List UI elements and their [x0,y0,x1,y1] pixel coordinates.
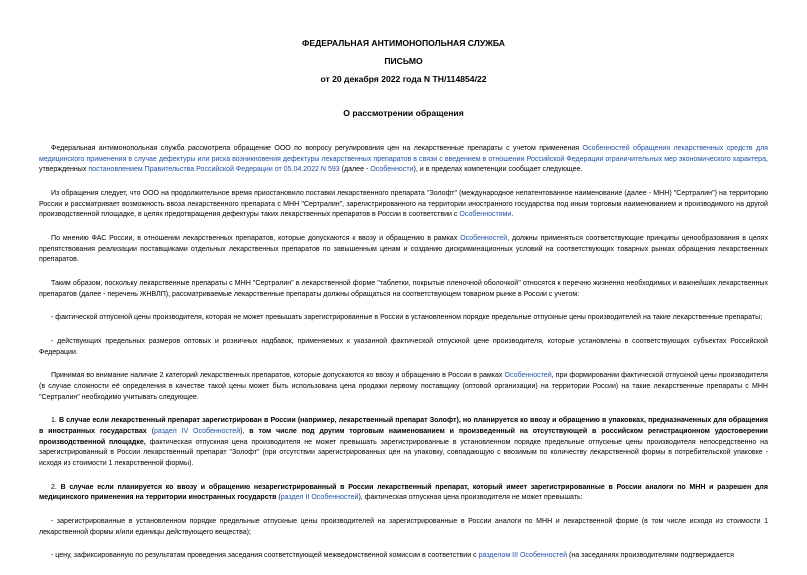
document-link[interactable]: Особенностей [460,234,508,242]
text-run: , должны применяться соответствующие принципы ценообразования в целях препятствования реализации поставщиками отдельных лекарственных препаратов по завышенным ценам и созданию дискриминационных условий на соответствующих товарных рынках обращения лекарственных препаратов. [39,234,768,264]
text-run: . [511,211,514,219]
document-subject: О рассмотрении обращения [343,108,464,118]
paragraph [39,483,768,504]
paragraph [39,279,768,300]
paragraph [39,313,768,324]
paragraph [39,337,768,358]
bold-text: в том числе под другим торговым наименованием и произведенный на отсутствующей в российском регистрационном удостоверении производственной площадке, [39,428,769,446]
document-link[interactable]: Особенностей обращения лекарственных средств для медицинского применения в случае дефектуры или риска возникновения дефектуры лекарственных препаратов в связи с введением в отношении Российской Федерации ограничительных мер экономического характера [39,145,768,163]
paragraph [39,416,768,469]
text-run: 2. [51,483,61,491]
text-run: - действующих предельных размеров оптовых и розничных надбавок, применяемых к указанной фактической отпускной цене производителя, которые установлены в соответствующих субъектах Российской Федерации. [39,338,768,356]
text-run: - фактической отпускной цены производителя, которая не может превышать зарегистрированные в России в установленном порядке предельные отпускные цены производителей на такие лекарственные препараты; [51,314,763,322]
document-body [39,144,768,575]
text-run: 1. [51,417,59,425]
document-link[interactable]: раздел II Особенностей [280,494,359,502]
text-run: - цену, зафиксированную по результатам проведения заседания соответствующей межведомственной комиссии в соответствии с [51,552,479,560]
paragraph [39,371,768,403]
text-run: ), и в пределах компетенции сообщает следующее. [413,166,583,174]
text-run: ), [240,428,250,435]
text-run: , при формировании фактической отпускной цены производителя (в случае сложности её определения в качестве такой цены может быть использована цена продажи первому поставщику (оптовой организации) на территории России) на такие лекарственные препараты с МНН "Сертралин" необходимо учитывать следующее. [39,372,768,401]
text-run: Принимая во внимание наличие 2 категорий лекарственных препаратов, которые допускаются ко ввозу и обращению в России в рамках [51,372,505,380]
document-link[interactable]: раздел IV Особенностей [153,428,241,435]
document-link[interactable]: постановлением Правительства Российской Федерации от 05.04.2022 N 593 [88,166,340,174]
paragraph [39,234,768,266]
text-run: - зарегистрированные в установленном порядке предельные отпускные цены производителей на зарегистрированные в России аналоги по МНН и лекарственной форме (в том числе исходя из стоимости 1 лекарственной формы и/или единицы действующего вещества); [39,517,768,536]
agency-title: ФЕДЕРАЛЬНАЯ АНТИМОНОПОЛЬНАЯ СЛУЖБА [302,38,505,48]
document-link[interactable]: Особенностей [504,372,552,380]
text-run: ( [146,428,154,435]
document-link[interactable]: Особенностями [459,211,512,219]
text-run: Таким образом, поскольку лекарственные препараты с МНН "Сертралин" в лекарственной форме "таблетки, покрытые пленочной оболочкой" относятся к перечню жизненно необходимых и важнейших лекарственных препаратов (далее - перечень ЖНВЛП), рассматриваемые лекарственные препараты должны обращаться на соответствующем товарном рынке в России с учетом: [39,279,768,298]
text-run: Федеральная антимонопольная служба рассмотрела обращение ООО по вопросу регулирования цен на лекарственные препараты с учетом применения [51,145,583,152]
text-run: ), фактическая отпускная цена производителя не может превышать: [358,494,583,502]
text-run: фактическая отпускная цена производителя не может превышать зарегистрированные в установленном порядке предельные отпускные цены производителя непосредственно на зарегистрированный в России лекарственный препарат "Золофт" (при отсутствии зарегистрированных цен на упаковку, совпадающую с ввозимым по количеству лекарственной формы в потребительской упаковке - исходя из стоимости 1 лекарственной формы). [39,438,768,467]
bold-text: В случае если лекарственный препарат зарегистрирован в России (например, лекарственный препарат Золофт), но планируется ко ввозу и обращению в упаковках, предназначенных для обращения в иностранных государствах [39,417,768,435]
document-link[interactable]: разделом III Особенностей [478,552,568,560]
text-run: ( [276,494,281,502]
text-run: По мнению ФАС России, в отношении лекарственных препаратов, которые допускаются к ввозу и обращению в рамках [51,234,461,242]
text-run: (на заседаниях производителями подтверждается [567,552,734,560]
paragraph [39,517,768,538]
paragraph [39,144,768,176]
text-run: (далее - [339,166,371,174]
paragraph [39,551,768,562]
text-run: Из обращения следует, что ООО на продолжительное время приостановило поставки лекарственного препарата "Золофт" (международное непатентованное наименование (далее - МНН) "Сертралин") на территорию России и рассматривает возможность ввоза лекарственного препарата с МНН "Сертралин", зарегистрированного на территории иностранного государства под иным торговым наименованием и производимого на другой производственной площадке, в целях предотвращения дефектуры таких лекарственных препаратов в России в соответствии с [39,189,768,219]
text-run: , утвержденных [39,155,768,174]
paragraph [39,189,768,221]
document-date-number: от 20 декабря 2022 года N ТН/114854/22 [320,74,487,84]
bold-text: В случае если планируется ко ввозу и обращению незарегистрированный в России лекарственный препарат, который имеет зарегистрированные в России аналоги по МНН и разрешен для медицинского применения на территории иностранных государств [39,483,768,502]
document-link[interactable]: Особенности [370,166,414,174]
document-type: ПИСЬМО [384,56,423,66]
